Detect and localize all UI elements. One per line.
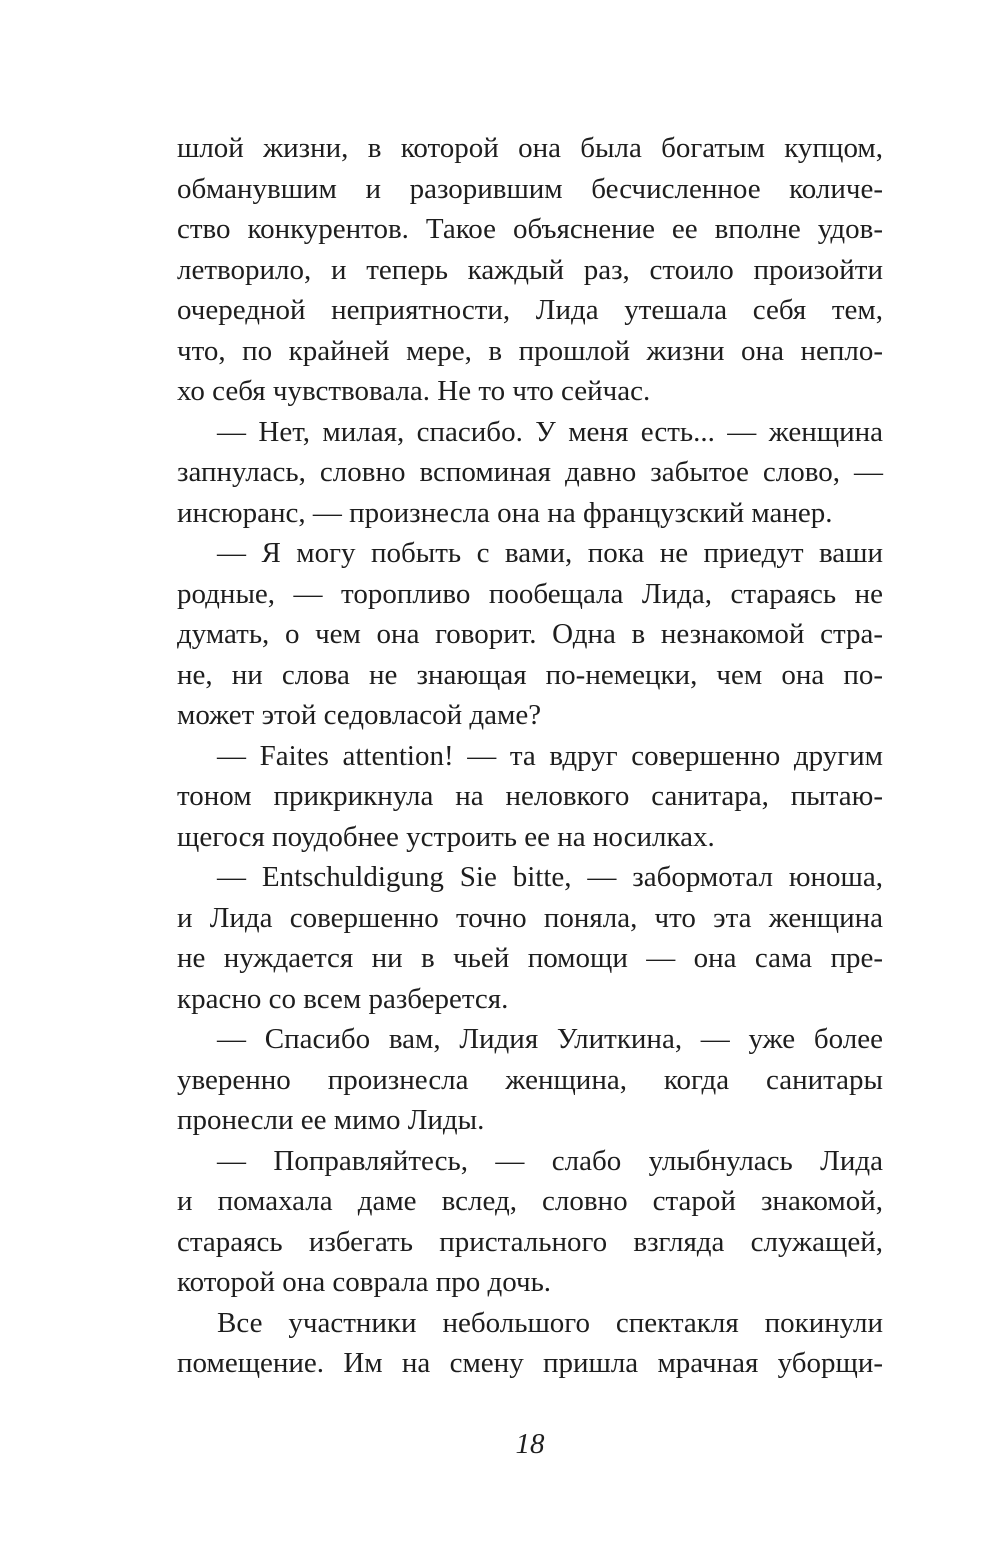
text-line: и помахала даме вслед, словно старой знакомой,: [177, 1185, 883, 1217]
text-line: не, ни слова не знающая по-немецки, чем она по-: [177, 658, 883, 691]
text-line: щегося поудобнее устроить ее на носилках.: [177, 820, 715, 853]
text-line: — Entschuldigung Sie bitte, — забормотал юноша,: [217, 861, 883, 893]
text-line: — Faites attention! — та вдруг совершенно другим: [217, 739, 883, 772]
body-text: [177, 128, 883, 1384]
text-line: и Лида совершенно точно поняла, что эта женщина: [177, 901, 883, 934]
text-line: инсюранс, — произнесла она на французский манер.: [177, 496, 833, 529]
text-line: красно со всем разберется.: [177, 982, 509, 1015]
text-line: стараясь избегать пристального взгляда служащей,: [177, 1225, 883, 1258]
text-line: шлой жизни, в которой она была богатым купцом,: [177, 132, 883, 164]
text-line: которой она соврала про дочь.: [177, 1266, 552, 1298]
text-line: помещение. Им на смену пришла мрачная уборщи-: [177, 1347, 883, 1379]
page-number: 18: [515, 1428, 545, 1460]
text-line: хо себя чувствовала. Не то что сейчас.: [177, 375, 651, 407]
text-line: пронесли ее мимо Лиды.: [177, 1104, 485, 1136]
text-line: очередной неприятности, Лида утешала себя тем,: [177, 294, 883, 326]
text-line: что, по крайней мере, в прошлой жизни она непло-: [177, 334, 883, 367]
text-line: — Спасибо вам, Лидия Улиткина, — уже более: [217, 1023, 883, 1055]
text-line: думать, о чем она говорит. Одна в незнакомой стра-: [177, 618, 883, 650]
text-line: родные, — торопливо пообещала Лида, стараясь не: [177, 577, 883, 610]
text-line: может этой седовласой даме?: [177, 699, 542, 731]
text-line: ство конкурентов. Такое объяснение ее вполне удов-: [177, 213, 883, 245]
text-line: тоном прикрикнула на неловкого санитара, пытаю-: [177, 780, 883, 812]
text-line: летворило, и теперь каждый раз, стоило произойти: [177, 253, 883, 286]
text-line: уверенно произнесла женщина, когда санитары: [177, 1063, 883, 1096]
text-line: не нуждается ни в чьей помощи — она сама пре-: [177, 942, 883, 974]
text-line: запнулась, словно вспоминая давно забытое слово, —: [177, 456, 883, 488]
text-line: — Нет, милая, спасибо. У меня есть... — женщина: [217, 415, 883, 448]
text-line: Все участники небольшого спектакля покинули: [217, 1306, 883, 1339]
text-line: обманувшим и разорившим бесчисленное количе-: [177, 172, 883, 205]
text-line: — Поправляйтесь, — слабо улыбнулась Лида: [217, 1144, 883, 1177]
text-line: — Я могу побыть с вами, пока не приедут ваши: [217, 537, 883, 569]
